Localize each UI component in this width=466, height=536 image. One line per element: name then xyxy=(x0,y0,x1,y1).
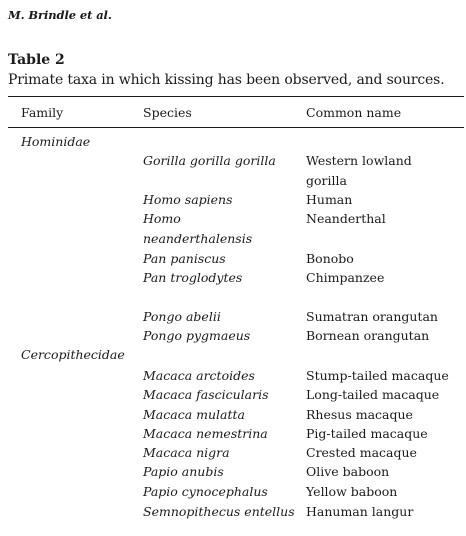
species-cell: neanderthalensis xyxy=(143,231,253,246)
common-name-cell: Human xyxy=(306,192,353,207)
species-cell: Pongo abelii xyxy=(143,309,221,324)
species-cell: Macaca nigra xyxy=(143,445,230,460)
common-name-cell: gorilla xyxy=(306,173,347,188)
table-caption: Primate taxa in which kissing has been observed, and sources. xyxy=(8,72,445,88)
family-cell: Cercopithecidae xyxy=(21,347,125,362)
species-cell: Homo xyxy=(143,211,181,226)
table-label: Table 2 xyxy=(8,52,65,68)
common-name-cell: Sumatran orangutan xyxy=(306,309,438,324)
species-cell: Macaca mulatta xyxy=(143,407,245,422)
species-cell: Macaca nemestrina xyxy=(143,426,268,441)
table-header-rule xyxy=(8,127,464,128)
running-header: M. Brindle et al. xyxy=(8,8,112,22)
common-name-cell: Crested macaque xyxy=(306,445,417,460)
common-name-cell: Neanderthal xyxy=(306,211,386,226)
species-cell: Pan troglodytes xyxy=(143,270,243,285)
column-header-family: Family xyxy=(21,105,64,120)
table-top-rule xyxy=(8,96,464,97)
common-name-cell: Hanuman langur xyxy=(306,504,414,519)
family-cell: Hominidae xyxy=(21,134,91,149)
common-name-cell: Pig-tailed macaque xyxy=(306,426,428,441)
species-cell: Semnopithecus entellus xyxy=(143,504,295,519)
species-cell: Gorilla gorilla gorilla xyxy=(143,153,276,168)
common-name-cell: Stump-tailed macaque xyxy=(306,368,449,383)
species-cell: Pan paniscus xyxy=(143,251,226,266)
common-name-cell: Chimpanzee xyxy=(306,270,385,285)
species-cell: Macaca fascicularis xyxy=(143,387,269,402)
common-name-cell: Rhesus macaque xyxy=(306,407,413,422)
common-name-cell: Bornean orangutan xyxy=(306,328,430,343)
column-header-species: Species xyxy=(143,105,192,120)
species-cell: Macaca arctoides xyxy=(143,368,255,383)
column-header-common-name: Common name xyxy=(306,105,402,120)
common-name-cell: Bonobo xyxy=(306,251,354,266)
common-name-cell: Western lowland xyxy=(306,153,412,168)
common-name-cell: Long-tailed macaque xyxy=(306,387,440,402)
species-cell: Papio cynocephalus xyxy=(143,484,268,499)
common-name-cell: Olive baboon xyxy=(306,464,390,479)
species-cell: Pongo pygmaeus xyxy=(143,328,251,343)
common-name-cell: Yellow baboon xyxy=(306,484,398,499)
species-cell: Papio anubis xyxy=(143,464,224,479)
species-cell: Homo sapiens xyxy=(143,192,233,207)
